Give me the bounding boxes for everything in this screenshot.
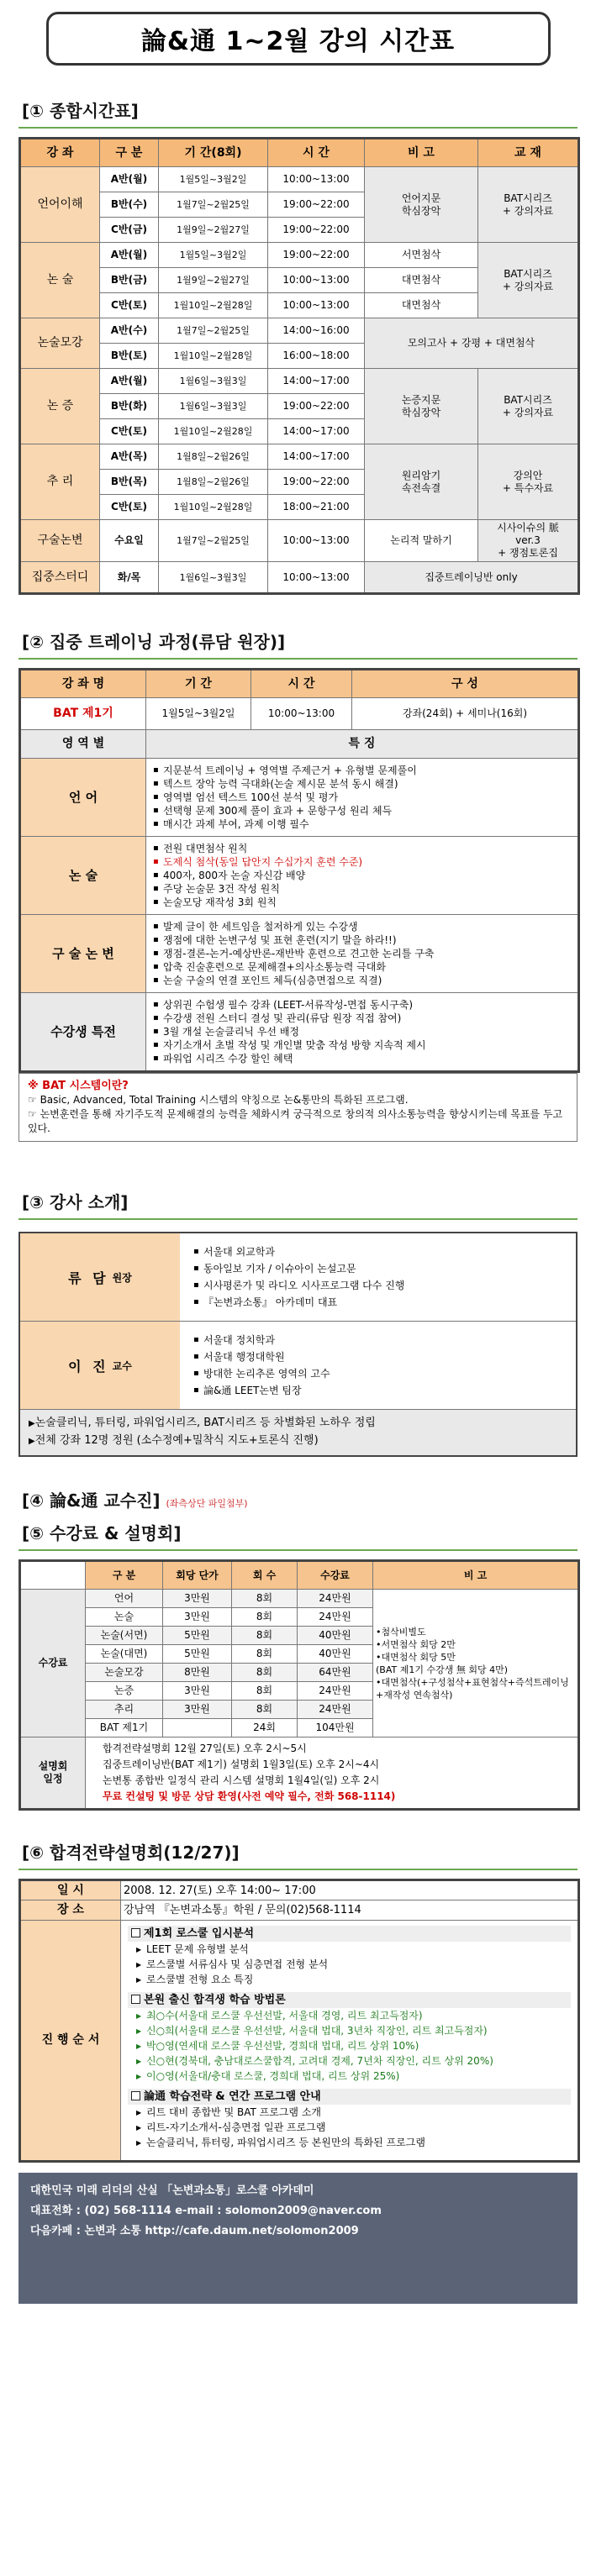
divider [18, 658, 578, 660]
program-group [128, 1926, 571, 1987]
course-division: C반(토) [100, 495, 159, 520]
course-book: 시사이슈의 脈 ver.3 + 쟁점토론집 [478, 520, 579, 562]
seminar-label: 설명회 일정 [20, 1737, 86, 1810]
course-time: 14:00~16:00 [268, 318, 365, 344]
course-note: 원리암기 속전속결 [365, 444, 478, 520]
fee-fee: 24만원 [298, 1682, 373, 1701]
fee-div: 논술 [86, 1608, 163, 1627]
course-division: A반(월) [100, 167, 159, 192]
fee-fee: 24만원 [298, 1608, 373, 1627]
checkbox-icon [131, 1928, 140, 1937]
seminar-item: 논변통 종합반 일정식 관리 시스템 설명회 1월4일(일) 오후 2시 [103, 1774, 380, 1786]
course-name: 논술모강 [20, 318, 100, 369]
training-header: 구 성 [352, 670, 579, 698]
course-time: 14:00~17:00 [268, 369, 365, 394]
instructor-row [20, 1233, 576, 1322]
program-item: ▶ LEET 문제 유형별 분석 [128, 1942, 571, 1957]
seminar-item: 집중트레이닝반(BAT 제1기) 설명회 1월3일(토) 오후 2시~4시 [103, 1759, 380, 1770]
feature-item: ▪ 지문분석 트레이닝 + 영역별 주제근거 + 유형별 문제풀이 [151, 764, 572, 777]
fee-count: 8회 [232, 1701, 298, 1719]
feature-item: ▪ 쟁점에 대한 논변구성 및 표현 훈련(지기 말을 하라!!) [151, 933, 572, 947]
program-group-head [128, 2089, 571, 2105]
course-period: 1월8일~2월26일 [159, 444, 268, 470]
seminar-place: 강남역 『논변과소통』학원 / 문의(02)568-1114 [121, 1900, 579, 1921]
fee-header: 구 분 [86, 1561, 163, 1590]
course-time: 10:00~13:00 [268, 562, 365, 594]
course-division: C반(토) [100, 293, 159, 318]
feature-item: ▪ 자기소개서 초벌 작성 및 개인별 맞춤 작성 방향 지속적 제시 [151, 1038, 572, 1052]
course-period: 1월10일~2월28일 [159, 419, 268, 444]
program-group-title: 제1회 로스쿨 입시분석 [144, 1927, 255, 1940]
schedule-header: 시 간 [268, 139, 365, 167]
course-note: 대면첨삭 [365, 293, 478, 318]
course-division: 화/목 [100, 562, 159, 594]
fee-fee: 24만원 [298, 1590, 373, 1608]
fee-header: 회당 단가 [163, 1561, 232, 1590]
course-period: 1월6일~3월3일 [159, 369, 268, 394]
schedule-header: 기 간(8회) [159, 139, 268, 167]
checkbox-icon [131, 1995, 140, 2004]
fee-count: 8회 [232, 1590, 298, 1608]
instructor-grade: 원장 [112, 1271, 132, 1284]
fee-count: 24회 [232, 1719, 298, 1737]
fee-count: 8회 [232, 1645, 298, 1664]
instructor-footer-line: ▶ 전체 강좌 12명 정원 (소수정예+밀착식 지도+토론식 진행) [29, 1433, 567, 1450]
course-division: B반(목) [100, 470, 159, 495]
course-note: 모의고사 + 강평 + 대면첨삭 [365, 318, 579, 369]
course-division: A반(월) [100, 243, 159, 268]
course-period: 1월5일~3월2일 [159, 167, 268, 192]
program-group [128, 1992, 571, 2084]
course-time: 10:00~13:00 [268, 293, 365, 318]
footer-cafe: 다음카페 : 논변과 소통 http://cafe.daum.net/solomon2009 [30, 2225, 359, 2237]
fee-unit: 3만원 [163, 1590, 232, 1608]
program-list [121, 1921, 579, 2162]
feature-header: 영 역 별 [20, 730, 146, 759]
fee-fee: 40만원 [298, 1645, 373, 1664]
fee-unit: 3만원 [163, 1608, 232, 1627]
feature-items [151, 920, 572, 987]
instructor-item: ▪ 『논변과소통』 아카데미 대표 [192, 1294, 564, 1311]
course-name: 집중스터디 [20, 562, 100, 594]
instructor-items [192, 1243, 564, 1311]
course-division: A반(목) [100, 444, 159, 470]
feature-item: ▪ 쟁점-결론-논거-예상반론-재반박 훈련으로 견고한 논리틀 구축 [151, 947, 572, 960]
course-note: 언어지문 학심장악 [365, 167, 478, 243]
course-time: 19:00~22:00 [268, 192, 365, 218]
fee-unit: 3만원 [163, 1682, 232, 1701]
divider [18, 1869, 578, 1870]
instructor-item: ▪ 서울대 정치학과 [192, 1332, 564, 1348]
course-division: B반(수) [100, 192, 159, 218]
footer-slogan: 대한민국 미래 리더의 산실 「논변과소통」로스쿨 아카데미 [30, 2184, 314, 2197]
program-group-head [128, 1992, 571, 2008]
seminar-table [18, 1879, 580, 2163]
fee-fee: 24만원 [298, 1701, 373, 1719]
course-division: C반(토) [100, 419, 159, 444]
course-division: A반(월) [100, 369, 159, 394]
feature-item: ▪ 논술모당 재작성 3회 원칙 [151, 896, 572, 909]
fee-count: 8회 [232, 1682, 298, 1701]
instructor-item: ▪ 시사평론가 및 라디오 시사프로그램 다수 진행 [192, 1277, 564, 1294]
bat-note-line: ☞ Basic, Advanced, Total Training 시스템의 약칭으로 논&통만의 특화된 프로그램. [28, 1094, 409, 1106]
fee-div: 논술(서면) [86, 1627, 163, 1645]
course-period: 1월9일~2월27일 [159, 218, 268, 243]
course-time: 14:00~17:00 [268, 419, 365, 444]
course-time: 19:00~22:00 [268, 470, 365, 495]
fee-div: 추리 [86, 1701, 163, 1719]
training-header: 강 좌 명 [20, 670, 146, 698]
course-period: 1월7일~2월25일 [159, 520, 268, 562]
fee-header: 수강료 [298, 1561, 373, 1590]
seminar-item: 합격전략설명회 12월 27일(토) 오후 2시~5시 [103, 1743, 307, 1754]
section5-title: [⑤ 수강료 & 설명회] [22, 1523, 182, 1543]
schedule-header: 비 고 [365, 139, 478, 167]
course-time: 10:00~13:00 [268, 520, 365, 562]
course-period: 1월7일~2월25일 [159, 192, 268, 218]
program-item: ▶ 논술클리닉, 튜터링, 파워업시리즈 등 본원만의 특화된 프로그램 [128, 2135, 571, 2150]
feature-item: ▪ 400자, 800자 논술 자신감 배양 [151, 869, 572, 882]
bat-note-line: ☞ 논변훈련을 통해 자기주도적 문제해결의 능력을 체화시켜 궁극적으로 창의적 의사소통능력을 향상시키는데 목표를 두고 있다. [28, 1108, 563, 1134]
training-header: 기 간 [146, 670, 251, 698]
program-group-head [128, 1926, 571, 1942]
feature-list [146, 993, 579, 1072]
course-time: 19:00~22:00 [268, 218, 365, 243]
training-time: 10:00~13:00 [251, 698, 352, 730]
course-note: 서면첨삭 [365, 243, 478, 268]
course-note: 집중트레이닝반 only [365, 562, 579, 594]
place-label: 장 소 [20, 1900, 121, 1921]
instructor-bio [180, 1322, 576, 1409]
instructor-items [192, 1332, 564, 1399]
schedule-table [18, 137, 580, 595]
instructor-name: 이 진 [68, 1358, 109, 1375]
course-division: A반(수) [100, 318, 159, 344]
training-table [18, 668, 580, 1073]
seminar-item: 무료 컨설팅 및 방문 상담 환영(사전 예약 필수, 전화 568-1114) [103, 1790, 396, 1802]
feature-item: ▪ 영역별 엄선 텍스트 100선 분석 및 평가 [151, 791, 572, 804]
instructor-name-cell [20, 1233, 180, 1321]
feature-area: 언 어 [20, 759, 146, 837]
feature-items [151, 998, 572, 1065]
schedule-header: 구 분 [100, 139, 159, 167]
program-item: ▶ 로스쿨별 서류심사 및 심층면접 전형 분석 [128, 1957, 571, 1972]
section2-title: [② 집중 트레이닝 과정(류담 원장)] [22, 632, 286, 652]
feature-items [151, 764, 572, 831]
course-division: B반(화) [100, 394, 159, 419]
divider [18, 1218, 578, 1220]
instructor-item: ▪ 방대한 논리추론 영역의 고수 [192, 1365, 564, 1382]
feature-item: ▪ 논술 구술의 연결 포인트 체득(심층면접으로 직결) [151, 974, 572, 987]
bat-note [18, 1073, 578, 1142]
instructor-item: ▪ 論&通 LEET논변 팀장 [192, 1382, 564, 1399]
program-item: ▶ 이○영(서울대/충대 로스쿨, 경희대 법대, 리트 상위 25%) [128, 2069, 571, 2084]
main-title: 論&通 1~2월 강의 시간표 [46, 12, 551, 66]
fee-header-blank [20, 1561, 86, 1590]
course-division: 수요일 [100, 520, 159, 562]
program-group-title: 본원 출신 합격생 학습 방법론 [144, 1994, 286, 2006]
feature-item: ▪ 주당 논술문 3건 작성 원칙 [151, 882, 572, 896]
fee-unit: 5만원 [163, 1627, 232, 1645]
training-header: 시 간 [251, 670, 352, 698]
course-name: 추 리 [20, 444, 100, 520]
training-course-name: BAT 제1기 [20, 698, 146, 730]
course-period: 1월8일~2월26일 [159, 470, 268, 495]
fee-fee: 104만원 [298, 1719, 373, 1737]
feature-item: ▪ 발제 글이 한 세트임을 철저하게 있는 수강생 [151, 920, 572, 933]
feature-list [146, 837, 579, 915]
instructor-name-cell [20, 1322, 180, 1409]
fee-note: •첨삭비별도 •서면첨삭 회당 2만 •대면첨삭 회당 5만 (BAT 제1기 수강생 無 회당 4만) •대면첨삭(+구성첨삭+표현첨삭+즉석트레이닝+재작성 연속첨삭) [373, 1590, 579, 1737]
instructor-footer-line: ▶ 논술클리닉, 튜터링, 파워업시리즈, BAT시리즈 등 차별화된 노하우 정립 [29, 1415, 567, 1433]
feature-item: ▪ 압축 진술훈련으로 문제해결+의사소통능력 극대화 [151, 960, 572, 974]
seminar-list [86, 1737, 579, 1810]
course-time: 19:00~22:00 [268, 243, 365, 268]
course-time: 18:00~21:00 [268, 495, 365, 520]
course-time: 14:00~17:00 [268, 444, 365, 470]
fee-div: 논증 [86, 1682, 163, 1701]
feature-item: ▪ 선택형 문제 300제 풀이 효과 + 문항구성 원리 체득 [151, 804, 572, 817]
section4-title-text: [④ 論&通 교수진] [22, 1490, 161, 1511]
fee-fee: 64만원 [298, 1664, 373, 1682]
course-period: 1월10일~2월28일 [159, 293, 268, 318]
instructor-grade: 교수 [112, 1359, 132, 1372]
course-time: 16:00~18:00 [268, 344, 365, 369]
feature-area: 논 술 [20, 837, 146, 915]
course-period: 1월6일~3월3일 [159, 562, 268, 594]
course-name: 논 증 [20, 369, 100, 444]
fee-div: 논술(대면) [86, 1645, 163, 1664]
instructor-item: ▪ 동아일보 기자 / 이슈아이 논설고문 [192, 1260, 564, 1277]
fee-count: 8회 [232, 1627, 298, 1645]
feature-item: ▪ 파워업 시리즈 수강 할인 혜택 [151, 1052, 572, 1065]
course-book: BAT시리즈 + 강의자료 [478, 369, 579, 444]
date-label: 일 시 [20, 1880, 121, 1900]
instructor-row [20, 1322, 576, 1410]
program-group [128, 2089, 571, 2150]
course-note: 논리적 말하기 [365, 520, 478, 562]
course-book: BAT시리즈 + 강의자료 [478, 243, 579, 318]
instructor-panel [18, 1232, 578, 1457]
course-division: C반(금) [100, 218, 159, 243]
course-division: B반(토) [100, 344, 159, 369]
program-item: ▶ 로스쿨별 전형 요소 특징 [128, 1972, 571, 1987]
fee-header: 비 고 [373, 1561, 579, 1590]
course-name: 언어이해 [20, 167, 100, 243]
fee-unit [163, 1719, 232, 1737]
feature-item: ▪ 수강생 전원 스터디 결성 및 관리(류담 원장 직접 참여) [151, 1012, 572, 1025]
training-period: 1월5일~3월2일 [146, 698, 251, 730]
course-name: 논 술 [20, 243, 100, 318]
instructor-footer [20, 1410, 576, 1455]
feature-item: ▪ 매시간 과제 부여, 과제 이행 필수 [151, 817, 572, 831]
bat-note-head: ※ BAT 시스템이란? [28, 1080, 129, 1092]
program-item: ▶ 리트-자기소개서-심층면접 일관 프로그램 [128, 2120, 571, 2135]
divider [18, 127, 578, 129]
feature-area: 수강생 특전 [20, 993, 146, 1072]
fee-div: 논술모강 [86, 1664, 163, 1682]
feature-header: 특 징 [146, 730, 579, 759]
fee-fee: 40만원 [298, 1627, 373, 1645]
feature-item: ▪ 텍스트 장악 능력 극대화(논술 제시문 분석 동시 해결) [151, 777, 572, 791]
footer-banner [18, 2173, 578, 2304]
section4-title [22, 1487, 596, 1511]
seminar-date: 2008. 12. 27(토) 오후 14:00~ 17:00 [121, 1880, 579, 1900]
course-time: 10:00~13:00 [268, 268, 365, 293]
divider [18, 1549, 578, 1551]
fee-div: 언어 [86, 1590, 163, 1608]
feature-area: 구 술 논 변 [20, 915, 146, 993]
checkbox-icon [131, 2091, 140, 2100]
section1-title: [① 종합시간표] [22, 101, 139, 121]
course-period: 1월6일~3월3일 [159, 394, 268, 419]
instructor-name: 류 담 [68, 1270, 109, 1286]
course-division: B반(금) [100, 268, 159, 293]
course-time: 19:00~22:00 [268, 394, 365, 419]
feature-list [146, 759, 579, 837]
fee-header: 회 수 [232, 1561, 298, 1590]
fee-count: 8회 [232, 1608, 298, 1627]
fee-table [18, 1559, 580, 1811]
footer-contact: 대표전화 : (02) 568-1114 e-mail : solomon2009@naver.com [30, 2205, 382, 2217]
course-period: 1월5일~3월2일 [159, 243, 268, 268]
program-item: ▶ 신○현(경북대, 충남대로스쿨합격, 고려대 경제, 7년차 직장인, 리트 상위 20%) [128, 2053, 571, 2069]
fee-div: BAT 제1기 [86, 1719, 163, 1737]
schedule-header: 교 재 [478, 139, 579, 167]
feature-item: ▪ 도제식 첨삭(동일 답안지 수십가지 훈련 수준) [151, 855, 572, 869]
program-group-title: 論通 학습전략 & 연간 프로그램 안내 [144, 2090, 321, 2103]
course-period: 1월7일~2월25일 [159, 318, 268, 344]
feature-item: ▪ 전원 대면첨삭 원칙 [151, 842, 572, 855]
course-name: 구술논변 [20, 520, 100, 562]
program-item: ▶ 리트 대비 종합반 및 BAT 프로그램 소개 [128, 2105, 571, 2120]
course-book: BAT시리즈 + 강의자료 [478, 167, 579, 243]
feature-items [151, 842, 572, 909]
program-label: 진 행 순 서 [20, 1921, 121, 2162]
program-item: ▶ 신○희(서울대 로스쿨 우선선발, 서울대 법대, 3년차 직장인, 리트 최고득점자) [128, 2023, 571, 2038]
course-period: 1월10일~2월28일 [159, 495, 268, 520]
course-book: 강의안 + 특수자료 [478, 444, 579, 520]
fee-label: 수강료 [20, 1590, 86, 1737]
course-note: 대면첨삭 [365, 268, 478, 293]
fee-unit: 5만원 [163, 1645, 232, 1664]
course-time: 10:00~13:00 [268, 167, 365, 192]
instructor-item: ▪ 서울대 행정대학원 [192, 1348, 564, 1365]
fee-unit: 8만원 [163, 1664, 232, 1682]
schedule-header: 강 좌 [20, 139, 100, 167]
section3-title: [③ 강사 소개] [22, 1192, 129, 1212]
program-item: ▶ 박○영(연세대 로스쿨 우선선발, 경희대 법대, 리트 상위 10%) [128, 2038, 571, 2053]
instructor-bio [180, 1233, 576, 1321]
section4-note: (좌측상단 파일첨부) [166, 1498, 248, 1509]
section6-title: [⑥ 합격전략설명회(12/27)] [22, 1843, 240, 1863]
course-note: 논증지문 학심장악 [365, 369, 478, 444]
feature-list [146, 915, 579, 993]
instructor-item: ▪ 서울대 외교학과 [192, 1243, 564, 1260]
fee-unit: 3만원 [163, 1701, 232, 1719]
course-period: 1월10일~2월28일 [159, 344, 268, 369]
training-composition: 강좌(24회) + 세미나(16회) [352, 698, 579, 730]
program-item: ▶ 최○수(서울대 로스쿨 우선선발, 서울대 경영, 리트 최고득점자) [128, 2008, 571, 2023]
course-period: 1월9일~2월27일 [159, 268, 268, 293]
feature-item: ▪ 상위권 수험생 필수 강좌 (LEET-서류작성-면접 동시구축) [151, 998, 572, 1012]
feature-item: ▪ 3월 개설 논술클리닉 우선 배정 [151, 1025, 572, 1038]
fee-count: 8회 [232, 1664, 298, 1682]
